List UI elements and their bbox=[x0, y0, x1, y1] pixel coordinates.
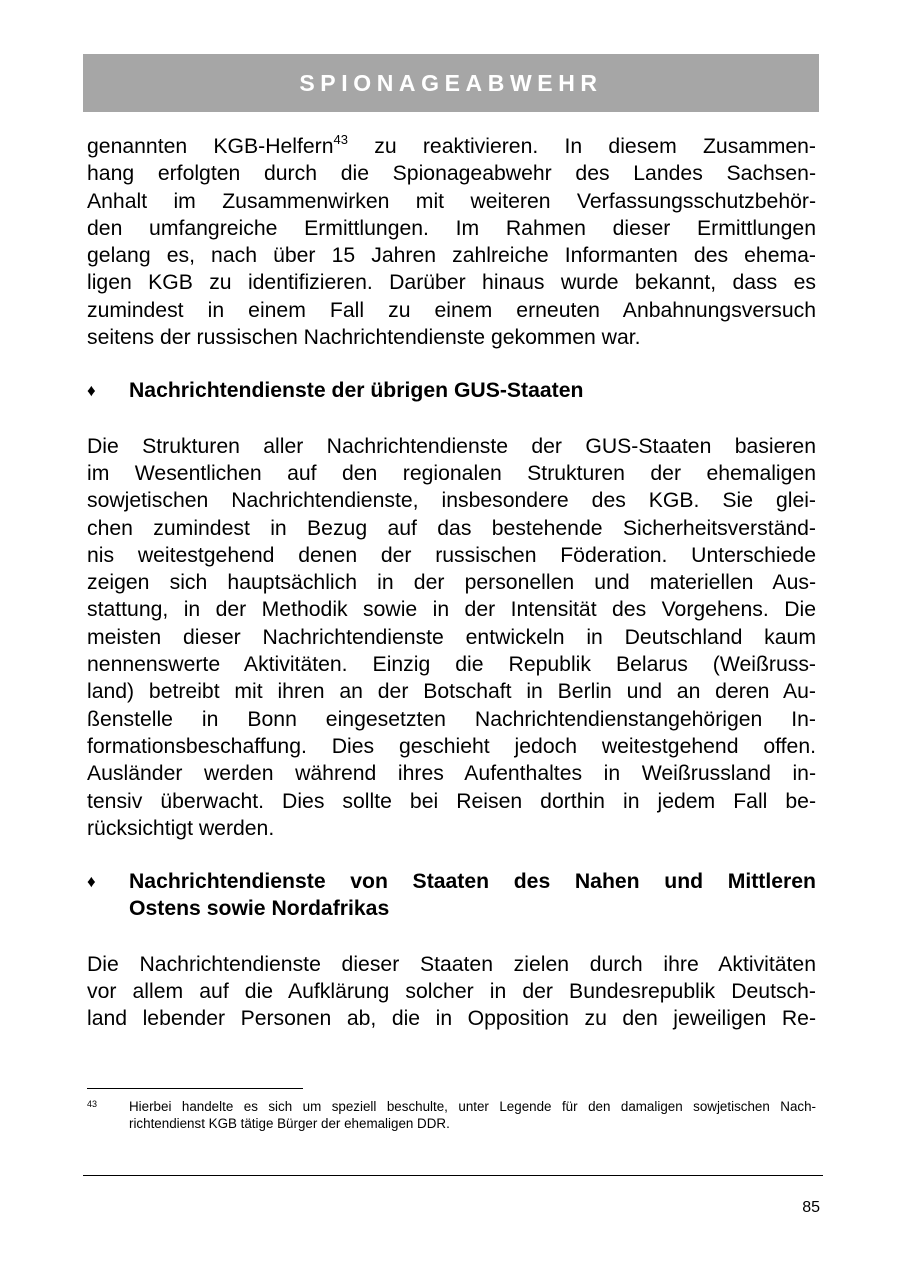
text-line: Die Strukturen aller Nachrichtendienste der GUS-Staaten basieren bbox=[87, 434, 816, 458]
text-line: chen zumindest in Bezug auf das bestehende Sicherheitsverständ- bbox=[87, 516, 816, 540]
text-line: land) betreibt mit ihren an der Botschaft in Berlin und an deren Au- bbox=[87, 680, 816, 704]
paragraph-kgb-helpers bbox=[87, 133, 816, 351]
heading-text: Nachrichtendienste der übrigen GUS-Staaten bbox=[129, 379, 584, 403]
heading-text bbox=[129, 868, 816, 923]
text-line: meisten dieser Nachrichtendienste entwickeln in Deutschland kaum bbox=[87, 625, 816, 649]
heading-line: Nachrichtendienste von Staaten des Nahen und Mittleren bbox=[129, 870, 816, 894]
text-line: nennenswerte Aktivitäten. Einzig die Republik Belarus (Weißruss- bbox=[87, 653, 816, 677]
text-line: seitens der russischen Nachrichtendienste gekommen war. bbox=[87, 326, 641, 350]
heading-gus-states bbox=[87, 377, 816, 404]
text-line: formationsbeschaffung. Dies geschieht jedoch weitestgehend offen. bbox=[87, 734, 816, 758]
footnote-line: Hierbei handelte es sich um speziell beschulte, unter Legende für den damaligen sowjetischen Nach- bbox=[129, 1099, 816, 1114]
section-header-bar bbox=[83, 54, 819, 112]
text-line: nis weitestgehend denen der russischen Föderation. Unterschiede bbox=[87, 543, 816, 567]
page-content bbox=[87, 133, 816, 1033]
diamond-bullet-icon: ♦ bbox=[87, 872, 96, 892]
text-line: tensiv überwacht. Dies sollte bei Reisen dorthin in jedem Fall be- bbox=[87, 789, 816, 813]
text-line: ligen KGB zu identifizieren. Darüber hinaus wurde bekannt, dass es bbox=[87, 271, 816, 295]
paragraph-middle-east bbox=[87, 951, 816, 1033]
page-number: 85 bbox=[802, 1199, 820, 1216]
text-line: den umfangreiche Ermittlungen. Im Rahmen dieser Ermittlungen bbox=[87, 216, 816, 240]
footnote-separator bbox=[87, 1088, 303, 1089]
text-line bbox=[87, 133, 816, 160]
text-line: rücksichtigt werden. bbox=[87, 816, 275, 840]
text-segment: genannten KGB-Helfern bbox=[87, 135, 334, 158]
footnote-reference: 43 bbox=[333, 132, 348, 147]
text-line: im Wesentlichen auf den regionalen Strukturen der ehemaligen bbox=[87, 461, 816, 485]
text-line: sowjetischen Nachrichtendienste, insbesondere des KGB. Sie glei- bbox=[87, 489, 816, 513]
text-line: zumindest in einem Fall zu einem erneuten Anbahnungsversuch bbox=[87, 298, 816, 322]
diamond-bullet-icon: ♦ bbox=[87, 381, 96, 401]
footnote-line: richtendienst KGB tätige Bürger der ehemaligen DDR. bbox=[129, 1116, 450, 1131]
footer-divider bbox=[83, 1175, 823, 1176]
footnote-text bbox=[129, 1098, 816, 1132]
text-line: ßenstelle in Bonn eingesetzten Nachrichtendienstangehörigen In- bbox=[87, 707, 816, 731]
text-segment: zu reaktivieren. In diesem Zusammen- bbox=[347, 135, 816, 158]
text-line: Ausländer werden während ihres Aufenthaltes in Weißrussland in- bbox=[87, 762, 816, 786]
text-line: land lebender Personen ab, die in Opposition zu den jeweiligen Re- bbox=[87, 1007, 816, 1031]
footnote-43 bbox=[87, 1098, 816, 1132]
text-line: vor allem auf die Aufklärung solcher in der Bundesrepublik Deutsch- bbox=[87, 980, 816, 1004]
text-line: gelang es, nach über 15 Jahren zahlreiche Informanten des ehema- bbox=[87, 244, 816, 268]
heading-middle-east-north-africa bbox=[87, 868, 816, 923]
text-line: Anhalt im Zusammenwirken mit weiteren Verfassungsschutzbehör- bbox=[87, 189, 816, 213]
section-title: SPIONAGEABWEHR bbox=[299, 69, 603, 96]
text-line: zeigen sich hauptsächlich in der personellen und materiellen Aus- bbox=[87, 571, 816, 595]
paragraph-gus-states bbox=[87, 433, 816, 842]
text-line: Die Nachrichtendienste dieser Staaten zielen durch ihre Aktivitäten bbox=[87, 952, 816, 976]
footnote-mark: 43 bbox=[87, 1099, 98, 1109]
text-line: stattung, in der Methodik sowie in der Intensität des Vorgehens. Die bbox=[87, 598, 816, 622]
heading-line: Ostens sowie Nordafrikas bbox=[129, 897, 390, 921]
text-line: hang erfolgten durch die Spionageabwehr des Landes Sachsen- bbox=[87, 162, 816, 186]
